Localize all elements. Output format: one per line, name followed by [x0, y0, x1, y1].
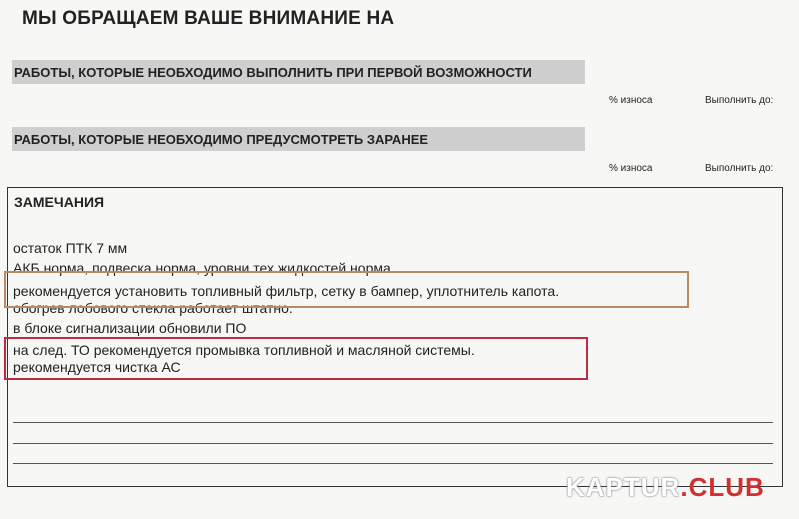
watermark-part1: KAPTUR [566, 472, 681, 502]
page-title: МЫ ОБРАЩАЕМ ВАШЕ ВНИМАНИЕ НА [22, 8, 395, 29]
planned-deadline-label: Выполнить до: [705, 163, 774, 174]
highlight-box-red [4, 337, 588, 380]
urgent-deadline-label: Выполнить до: [705, 95, 774, 106]
note-line: на след. ТО рекомендуется промывка топливной и масляной системы. [13, 342, 475, 358]
section-urgent-label: РАБОТЫ, КОТОРЫЕ НЕОБХОДИМО ВЫПОЛНИТЬ ПРИ ПЕРВОЙ ВОЗМОЖНОСТИ [14, 65, 532, 80]
note-line: АКБ норма, подвеска норма, уровни тех жидкостей норма. [13, 260, 395, 276]
watermark-part2: CLUB [688, 472, 765, 502]
section-planned-label: РАБОТЫ, КОТОРЫЕ НЕОБХОДИМО ПРЕДУСМОТРЕТЬ ЗАРАНЕЕ [14, 132, 429, 147]
notes-heading: ЗАМЕЧАНИЯ [14, 194, 105, 210]
note-line: рекомендуется установить топливный фильтр, сетку в бампер, уплотнитель капота. [13, 283, 560, 299]
blank-line [13, 463, 773, 464]
blank-line [13, 422, 773, 423]
highlight-box-orange [4, 271, 689, 308]
note-line: рекомендуется чистка АС [13, 359, 181, 375]
watermark-logo [566, 472, 765, 503]
urgent-wear-label: % износа [609, 95, 653, 106]
note-line: в блоке сигнализации обновили ПО [13, 320, 247, 336]
planned-wear-label: % износа [609, 163, 653, 174]
note-line: обогрев лобового стекла работает штатно. [13, 300, 293, 316]
note-line: остаток ПТК 7 мм [13, 240, 128, 256]
watermark-dot: . [680, 472, 689, 502]
blank-line [13, 443, 773, 444]
